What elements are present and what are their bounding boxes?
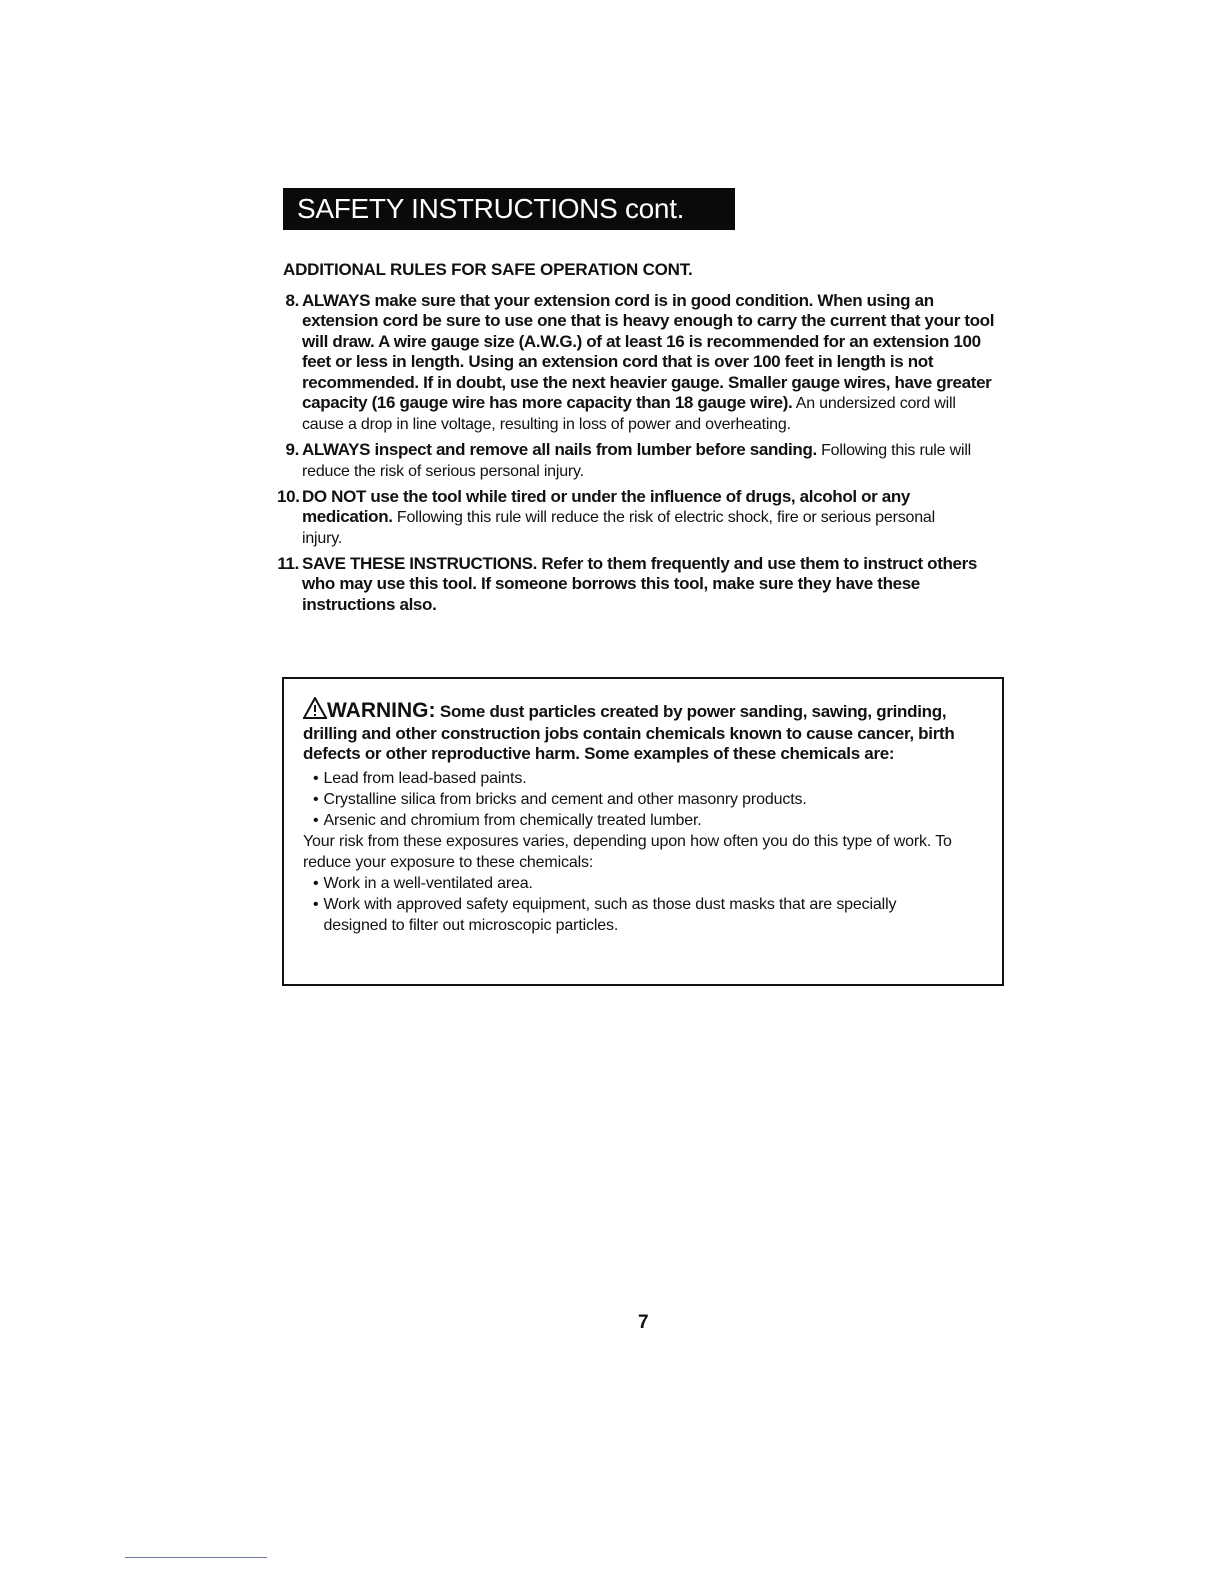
rule-item (277, 486, 1003, 550)
subheading: ADDITIONAL RULES FOR SAFE OPERATION CONT. (283, 260, 693, 279)
measure-text: Work with approved safety equipment, such as those dust masks that are specially designed to filter out microscopic particles. (323, 896, 897, 934)
rule-text: Following this rule will reduce the risk of electric shock, fire or serious personal injury. (302, 509, 935, 548)
measure-item: • Work with approved safety equipment, such as those dust masks that are specially designed to filter out microscopic particles. (303, 894, 986, 936)
rule-text: Following this rule will reduce the risk of serious personal injury. (302, 441, 972, 481)
section-header: SAFETY INSTRUCTIONS cont. (283, 188, 735, 230)
warning-triangle-icon (303, 697, 327, 724)
example-item: • Crystalline silica from bricks and cement and other masonry products. (313, 791, 807, 808)
rule-number: 8. (285, 291, 299, 310)
measure-text: Work in a well-ventilated area. (323, 875, 533, 892)
rule-item (283, 440, 1003, 483)
rules-list (277, 291, 1003, 620)
rule-bold-text: ALWAYS inspect and remove all nails from lumber before sanding. (302, 439, 817, 459)
example-item: • Arsenic and chromium from chemically treated lumber. (313, 812, 702, 829)
example-text: Crystalline silica from bricks and cement and other masonry products. (323, 791, 807, 808)
rule-item (283, 291, 1003, 436)
measure-item: • Work in a well-ventilated area. (313, 875, 533, 892)
example-text: Lead from lead-based paints. (323, 770, 527, 787)
example-item: • Lead from lead-based paints. (313, 770, 527, 787)
rule-bold-text: SAVE THESE INSTRUCTIONS. Refer to them frequently and use them to instruct others who may use this tool. If someone borrows this tool, make sure they have these instructions also. (302, 553, 978, 614)
footer-rule (125, 1557, 267, 1558)
warning-label: WARNING: (327, 699, 436, 722)
page-number: 7 (638, 1312, 649, 1333)
warning-intro: Some dust particles created by power sanding, sawing, grinding, drilling and other construction jobs contain chemicals known to cause cancer, birth defects or other reproductive harm. Some examples of these chemicals are: (303, 702, 955, 763)
rule-number: 11. (277, 553, 299, 573)
example-text: Arsenic and chromium from chemically treated lumber. (323, 812, 702, 829)
rule-bold-text: ALWAYS make sure that your extension cord is in good condition. When using an extension cord be sure to use one that is heavy enough to carry the current that your tool will draw. A wire gauge size (A.W.G.) of at least 16 is recommended for an extension 100 feet or less in length. Using an extension cord that is over 100 feet in length is not recommended. If in doubt, use the next heavier gauge. Smaller gauge wires, have greater capacity (16 gauge wire has more capacity than 18 gauge wire). (302, 291, 995, 413)
rule-item (277, 553, 1003, 616)
rule-number: 9. (285, 439, 299, 459)
rule-bold-text: DO NOT use the tool while tired or under the influence of drugs, alcohol or any medication. (302, 486, 911, 527)
rule-number: 10. (277, 486, 300, 506)
risk-text: Your risk from these exposures varies, depending upon how often you do this type of work. To reduce your exposure to these chemicals: (303, 833, 952, 871)
rule-text: An undersized cord will cause a drop in line voltage, resulting in loss of power and overheating. (302, 395, 956, 434)
warning-box (282, 677, 1004, 986)
